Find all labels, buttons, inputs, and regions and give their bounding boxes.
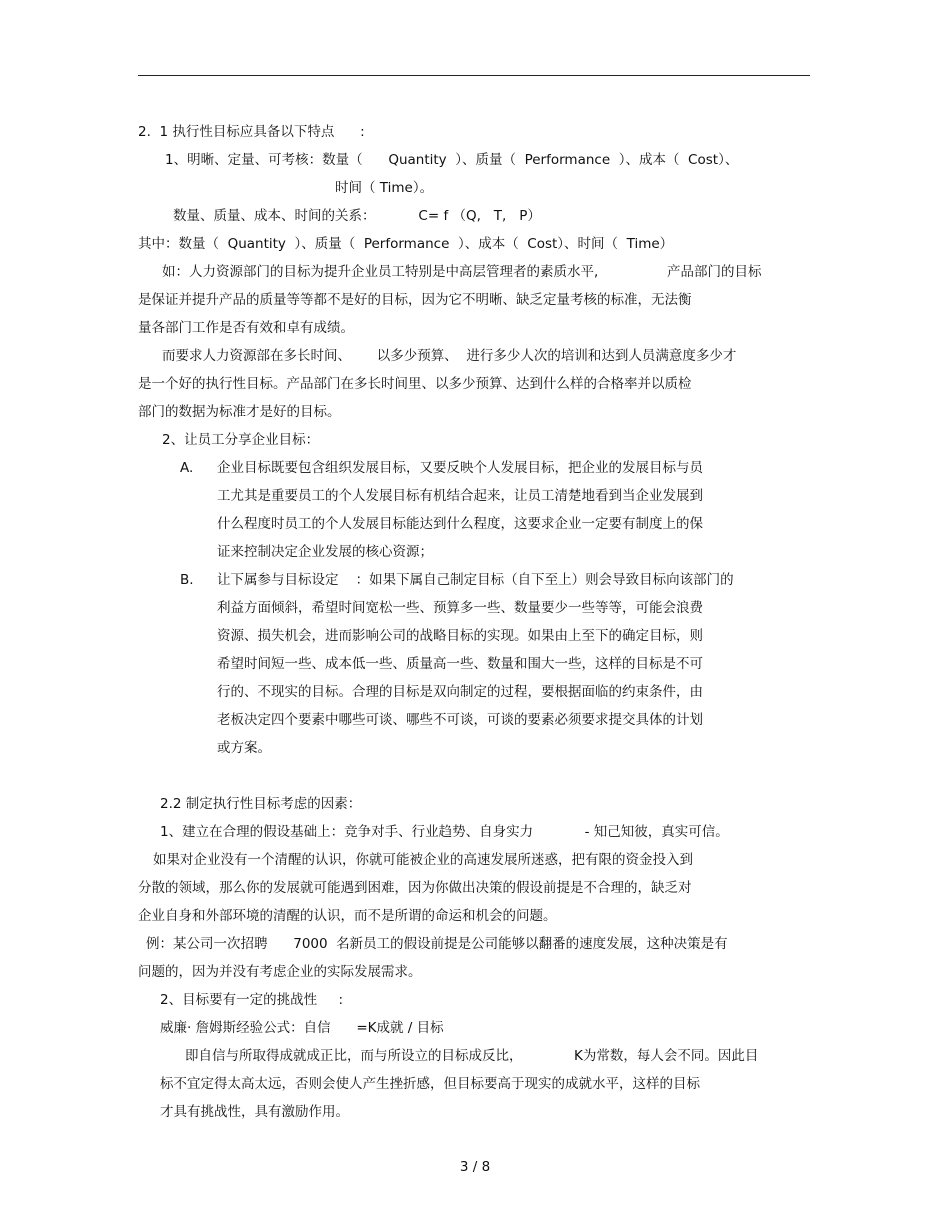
text-line: 例：某公司一次招聘 7000 名新员工的假设前提是公司能够以翻番的速度发展，这种决策是有 xyxy=(146,936,728,952)
text-line: 量各部门工作是否有效和卓有成绩。 xyxy=(138,320,354,336)
list-item-text: 证来控制决定企业发展的核心资源； xyxy=(217,544,433,560)
page-number: 3 / 8 xyxy=(459,1159,491,1175)
text-line: 其中：数量（ Quantity ）、质量（ Performance ）、成本（ Cost）、时间（ Time） xyxy=(138,236,674,252)
list-item-text: 利益方面倾斜，希望时间宽松一些、预算多一些、数量要少一些等等，可能会浪费 xyxy=(217,600,703,616)
list-marker-b: B. xyxy=(180,572,194,588)
text-line: 问题的，因为并没有考虑企业的实际发展需求。 xyxy=(138,964,422,980)
list-item-text: 让下属参与目标设定 ：如果下属自己制定目标（自下至上）则会导致目标向该部门的 xyxy=(217,572,734,588)
section-heading-2-2: 2.2 制定执行性目标考虑的因素： xyxy=(160,796,362,812)
list-item-text: 行的、不现实的目标。合理的目标是双向制定的过程，要根据面临的约束条件，由 xyxy=(217,684,703,700)
list-item-text: 企业目标既要包含组织发展目标，又要反映个人发展目标，把企业的发展目标与员 xyxy=(217,460,703,476)
list-item-text: 资源、损失机会，进而影响公司的战略目标的实现。如果由上至下的确定目标，则 xyxy=(217,628,703,644)
text-line: 标不宜定得太高太远，否则会使人产生挫折感，但目标要高于现实的成就水平，这样的目标 xyxy=(160,1076,700,1092)
text-line: 分散的领域，那么你的发展就可能遇到困难，因为你做出决策的假设前提是不合理的，缺乏对 xyxy=(138,880,692,896)
list-item-text: 希望时间短一些、成本低一些、质量高一些、数量和围大一些，这样的目标是不可 xyxy=(217,656,703,672)
text-line: 是保证并提升产品的质量等等都不是好的目标，因为它不明晰、缺乏定量考核的标准，无法衡 xyxy=(138,292,692,308)
text-line: 1、建立在合理的假设基础上：竞争对手、行业趋势、自身实力 - 知己知彼，真实可信。 xyxy=(160,824,729,840)
text-line: 数量、质量、成本、时间的关系： C= f （Q, T, P） xyxy=(173,208,541,224)
subheading: 2、目标要有一定的挑战性 : xyxy=(160,992,344,1008)
header-rule xyxy=(138,75,810,76)
text-line: 时间（ Time）。 xyxy=(335,180,434,196)
subheading: 2、让员工分享企业目标： xyxy=(162,432,320,448)
list-item-text: 或方案。 xyxy=(217,740,271,756)
section-heading-2-1: 2. 1 执行性目标应具备以下特点 : xyxy=(138,124,365,140)
text-line: 1、明晰、定量、可考核：数量（ Quantity ）、质量（ Performance ）、成本（ Cost）、 xyxy=(165,152,739,168)
text-line: 如：人力资源部门的目标为提升企业员工特别是中高层管理者的素质水平, 产品部门的目标 xyxy=(162,264,762,280)
formula-line: 威廉· 詹姆斯经验公式：自信 =K成就 / 目标 xyxy=(160,1020,444,1036)
text-line: 如果对企业没有一个清醒的认识，你就可能被企业的高速发展所迷惑，把有限的资金投入到 xyxy=(153,852,693,868)
list-item-text: 什么程度时员工的个人发展目标能达到什么程度，这要求企业一定要有制度上的保 xyxy=(217,516,703,532)
text-line: 即自信与所取得成就成正比，而与所设立的目标成反比， K为常数，每人会不同。因此目 xyxy=(185,1048,759,1064)
text-line: 企业自身和外部环境的清醒的认识，而不是所谓的命运和机会的问题。 xyxy=(138,908,557,924)
list-item-text: 老板决定四个要素中哪些可谈、哪些不可谈，可谈的要素必须要求提交具体的计划 xyxy=(217,712,703,728)
list-item-text: 工尤其是重要员工的个人发展目标有机结合起来，让员工清楚地看到当企业发展到 xyxy=(217,488,703,504)
text-line: 而要求人力资源部在多长时间、 以多少预算、 进行多少人次的培训和达到人员满意度多少才 xyxy=(162,348,737,364)
list-marker-a: A. xyxy=(180,460,194,476)
text-line: 才具有挑战性，具有激励作用。 xyxy=(160,1104,349,1120)
text-line: 部门的数据为标准才是好的目标。 xyxy=(138,404,341,420)
text-line: 是一个好的执行性目标。产品部门在多长时间里、以多少预算、达到什么样的合格率并以质检 xyxy=(138,376,692,392)
